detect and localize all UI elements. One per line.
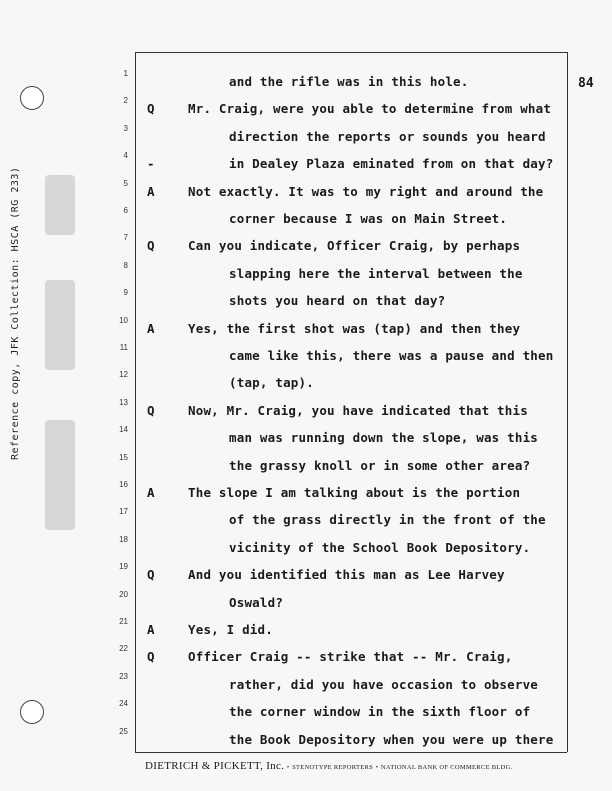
line-number: 8 — [123, 260, 128, 270]
line-number: 2 — [123, 96, 128, 106]
transcript-line: Can you indicate, Officer Craig, by perhaps — [188, 238, 521, 254]
speaker-label: Q — [147, 567, 155, 583]
speaker-label: A — [147, 485, 155, 500]
line-number: 19 — [119, 562, 128, 572]
line-number: 7 — [123, 233, 128, 243]
transcript-line: came like this, there was a pause and then — [229, 348, 554, 363]
scan-smudge — [45, 420, 75, 530]
transcript-line: (tap, tap). — [229, 375, 314, 391]
punch-hole-bottom — [20, 700, 44, 724]
transcript-line: the grassy knoll or in some other area? — [229, 457, 531, 473]
speaker-label: Q — [147, 649, 155, 665]
transcript-line: Yes, the first shot was (tap) and then they — [188, 320, 521, 336]
transcript-line: The slope I am talking about is the portion — [188, 485, 521, 500]
transcript-line: Mr. Craig, were you able to determine from what — [188, 101, 552, 117]
line-number: 17 — [119, 507, 128, 517]
punch-hole-top — [20, 86, 44, 110]
transcript-line: direction the reports or sounds you heard — [229, 128, 546, 144]
line-number: 9 — [123, 288, 128, 298]
speaker-label: A — [147, 622, 155, 637]
scan-smudge — [45, 280, 75, 370]
frame-left-rule — [135, 52, 136, 752]
frame-right-rule — [567, 52, 568, 752]
line-number: 24 — [119, 699, 128, 709]
line-number: 3 — [123, 123, 128, 133]
page-number: 84 — [578, 76, 594, 91]
line-number: 25 — [119, 726, 128, 736]
footer-service: STENOTYPE REPORTERS — [292, 764, 374, 771]
transcript-line: Oswald? — [229, 594, 284, 610]
frame-top-rule — [135, 52, 567, 53]
line-number: 13 — [119, 397, 128, 407]
line-number: 21 — [119, 617, 128, 626]
transcript-line: slapping here the interval between the — [229, 265, 523, 281]
transcript-line: Yes, I did. — [188, 622, 273, 637]
transcript-line: Not exactly. It was to my right and around the — [188, 183, 544, 199]
transcript-line: of the grass directly in the front of the — [229, 512, 546, 528]
line-number: 23 — [119, 671, 128, 681]
footer-separator: • — [375, 764, 379, 771]
line-number: 5 — [123, 178, 128, 188]
line-number: 11 — [119, 343, 128, 352]
archive-reference-label: Reference copy, JFK Collection: HSCA (RG 233) — [10, 166, 21, 460]
footer — [145, 760, 565, 772]
transcript-line: the corner window in the sixth floor of — [229, 704, 531, 720]
speaker-label: - — [147, 156, 155, 172]
speaker-label: A — [147, 183, 155, 199]
speaker-label: A — [147, 320, 155, 336]
transcript-line: man was running down the slope, was this — [229, 430, 539, 446]
transcript-line: Now, Mr. Craig, you have indicated that this — [188, 402, 528, 418]
speaker-label: Q — [147, 101, 155, 117]
line-number: 15 — [119, 452, 128, 462]
transcript-line: And you identified this man as Lee Harvey — [188, 567, 505, 583]
line-number: 6 — [123, 206, 128, 215]
transcript-line: in Dealey Plaza eminated from on that day? — [229, 156, 554, 172]
transcript-line: shots you heard on that day? — [229, 293, 446, 309]
footer-location: NATIONAL BANK OF COMMERCE BLDG. — [380, 764, 513, 771]
speaker-label: Q — [147, 402, 155, 418]
line-number: 1 — [123, 69, 128, 78]
transcript-line: Officer Craig -- strike that -- Mr. Craig, — [188, 649, 513, 665]
frame-bottom-rule — [135, 752, 567, 753]
transcript-line: rather, did you have occasion to observe — [229, 676, 539, 692]
speaker-label: Q — [147, 238, 155, 254]
scan-smudge — [45, 175, 75, 235]
line-number: 4 — [123, 151, 128, 161]
line-number: 12 — [119, 370, 128, 380]
line-number: 18 — [119, 534, 128, 544]
footer-firm: DIETRICH & PICKETT, Inc. — [145, 760, 285, 772]
line-number: 14 — [119, 425, 128, 435]
transcript-line: and the rifle was in this hole. — [229, 74, 469, 89]
line-number: 22 — [119, 644, 128, 654]
transcript-line: corner because I was on Main Street. — [229, 211, 508, 226]
footer-separator: • — [286, 764, 290, 771]
transcript-line: vicinity of the School Book Depository. — [229, 539, 531, 555]
transcript-line: the Book Depository when you were up there — [229, 731, 554, 747]
line-number: 20 — [119, 589, 128, 599]
line-number: 16 — [119, 480, 128, 489]
line-number: 10 — [119, 315, 128, 325]
